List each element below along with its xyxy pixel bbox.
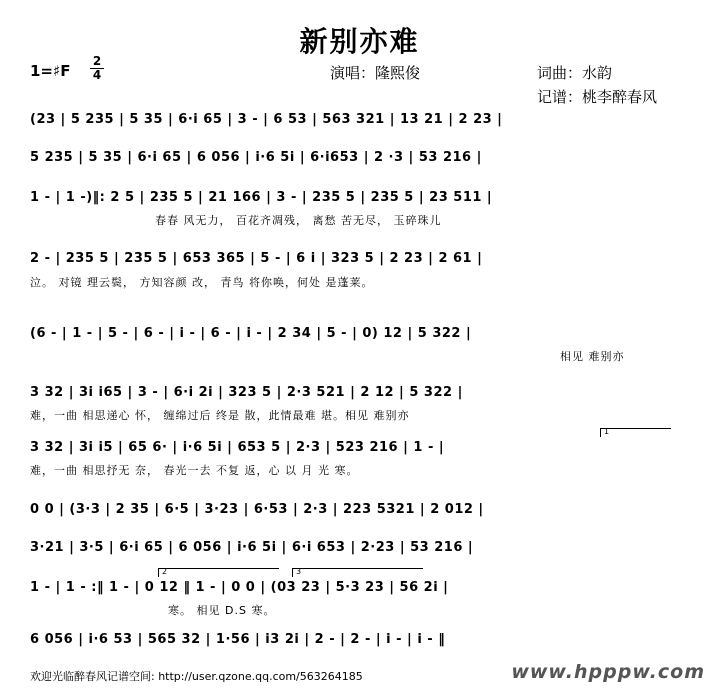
volta-number: 3 [296,567,302,576]
score-row [30,567,690,617]
score-row [30,112,690,134]
time-signature-bottom: 4 [92,68,102,82]
notation-line: 2 - | 235 5 | 235 5 | 653 365 | 5 - | 6 i | 323 5 | 2 23 | 2 61 | [30,251,483,266]
notation-line: 1 - | 1 - :‖ 1 - | 0 12 ‖ 1 - | 0 0 | (03 23 | 5·3 23 | 56 2i | [30,580,449,595]
key-signature: 1=♯F [30,62,71,80]
volta-bracket [158,568,279,577]
lyric-line: 春春 风无力， 百花齐凋残， 离愁 苦无尽， 玉碎珠儿 [155,214,442,227]
lyric-line: 泣。 对镜 理云鬓， 方知容颜 改， 青鸟 将你唤，何处 是蓬莱。 [30,276,374,289]
time-signature [90,56,104,81]
score-row [30,150,690,172]
score-row [30,251,690,289]
score-row [30,385,690,422]
footer-text: 欢迎光临醉春风记谱空间: http://user.qzone.qq.com/563264185 [30,670,363,683]
performer: 演唱：隆熙俊 [330,64,421,82]
notation-line: 5 235 | 5 35 | 6·i 65 | 6 056 | i·6 5i | 6·i653 | 2 ·3 | 53 216 | [30,150,482,165]
notation-line: (23 | 5 235 | 5 35 | 6·i 65 | 3 - | 6 53 | 563 321 | 13 21 | 2 23 | [30,112,503,127]
notation-line: 3 32 | 3i i5 | 65 6· | i·6 5i | 653 5 | 2·3 | 523 216 | 1 - | [30,440,445,455]
lyric-line: 相见 难别亦 [560,350,625,363]
volta-bracket [292,568,423,577]
score-row [30,440,690,477]
notation-line: 6 056 | i·6 53 | 565 32 | 1·56 | i3 2i | 2 - | 2 - | i - | i - ‖ [30,632,446,647]
lyric-line: 寒。 相见 D.S 寒。 [168,604,276,617]
transcriber: 记谱：桃李醉春风 [537,88,658,106]
lyricist-composer: 词曲：水韵 [537,64,613,82]
lyric-line: 难，一曲 相思递心 怀， 缠绵过后 终是 散，此情最难 堪。相见 难别亦 [30,409,410,422]
notation-line: (6 - | 1 - | 5 - | 6 - | i - | 6 - | i - | 2 34 | 5 - | 0) 12 | 5 322 | [30,326,472,341]
volta-number: 2 [162,567,168,576]
score-row [30,326,690,363]
score-row [30,190,690,227]
time-signature-top: 2 [92,54,102,68]
notation-line: 1 - | 1 -)‖: 2 5 | 235 5 | 21 166 | 3 - | 235 5 | 235 5 | 23 511 | [30,190,493,205]
notation-line: 3 32 | 3i i65 | 3 - | 6·i 2i | 323 5 | 2·3 521 | 2 12 | 5 322 | [30,385,463,400]
score-row [30,502,690,524]
score-row [30,540,690,562]
song-title: 新别亦难 [299,25,420,58]
notation-line: 3·21 | 3·5 | 6·i 65 | 6 056 | i·6 5i | 6·i 653 | 2·23 | 53 216 | [30,540,474,555]
notation-line: 0 0 | (3·3 | 2 35 | 6·5 | 3·23 | 6·53 | 2·3 | 223 5321 | 2 012 | [30,502,484,517]
score-row [30,632,690,654]
volta-number: 1 [604,427,610,436]
volta-bracket [600,428,671,437]
watermark: www.hpppw.com [511,661,705,683]
lyric-line: 难，一曲 相思抒无 奈， 春光一去 不复 返，心 以 月 光 寒。 [30,464,359,477]
